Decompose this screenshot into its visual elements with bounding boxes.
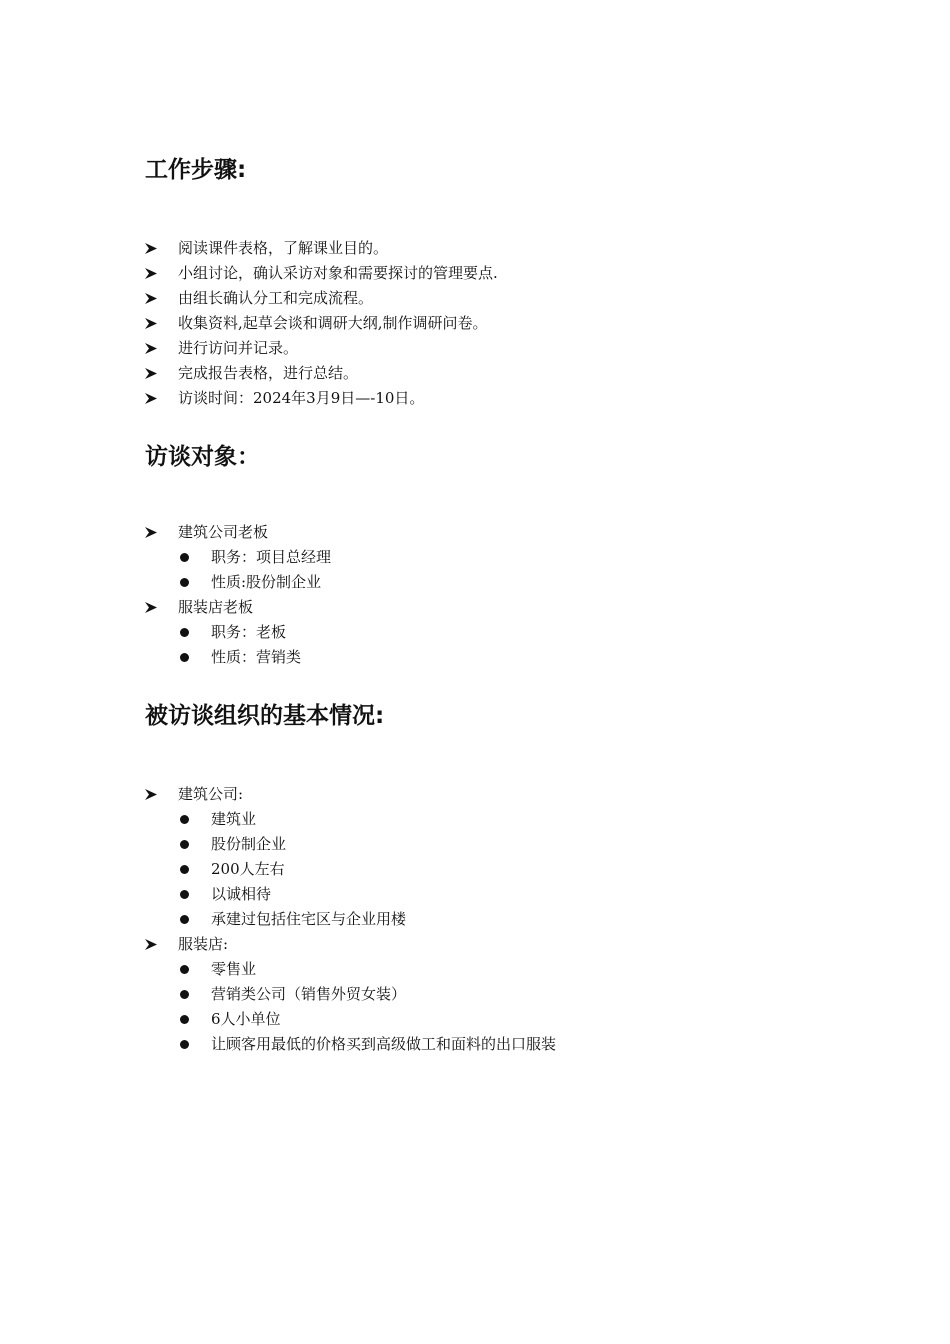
list-item-text: 股份制企业 bbox=[211, 835, 287, 853]
list-item-text: 进行访问并记录。 bbox=[178, 339, 299, 357]
section-heading-organizations: 被访谈组织的基本情况: bbox=[145, 703, 385, 729]
list-item-text: 让顾客用最低的价格买到高级做工和面料的出口服装 bbox=[211, 1035, 557, 1053]
list-item-text: 性质:股份制企业 bbox=[211, 573, 322, 591]
list-item-text: 承建过包括住宅区与企业用楼 bbox=[211, 910, 407, 928]
list-item-text: 建筑公司: bbox=[178, 785, 244, 803]
list-item-text: 服装店老板 bbox=[178, 598, 254, 616]
list-item-text: 6人小单位 bbox=[211, 1010, 281, 1028]
list-item-text: 完成报告表格，进行总结。 bbox=[178, 364, 359, 382]
list-item-text: 建筑公司老板 bbox=[178, 523, 269, 541]
list-item-text: 职务：老板 bbox=[211, 623, 287, 641]
list-item-text: 以诚相待 bbox=[211, 885, 272, 903]
list-item-text: 性质：营销类 bbox=[211, 648, 302, 666]
arrow-bullet-icon bbox=[145, 368, 157, 379]
section-heading-steps: 工作步骤: bbox=[145, 157, 247, 183]
list-item-text: 建筑业 bbox=[211, 810, 257, 828]
arrow-bullet-icon bbox=[145, 343, 157, 354]
dot-bullet-icon bbox=[180, 840, 189, 849]
list-item-text: 由组长确认分工和完成流程。 bbox=[178, 289, 374, 307]
list-item-text: 零售业 bbox=[211, 960, 257, 978]
arrow-bullet-icon bbox=[145, 789, 157, 800]
dot-bullet-icon bbox=[180, 553, 189, 562]
list-item-text: 200人左右 bbox=[211, 860, 285, 878]
list-item-text: 服装店: bbox=[178, 935, 229, 953]
dot-bullet-icon bbox=[180, 965, 189, 974]
dot-bullet-icon bbox=[180, 990, 189, 999]
arrow-bullet-icon bbox=[145, 243, 157, 254]
dot-bullet-icon bbox=[180, 865, 189, 874]
list-item-text: 阅读课件表格，了解课业目的。 bbox=[178, 239, 389, 257]
dot-bullet-icon bbox=[180, 653, 189, 662]
list-item-text: 小组讨论，确认采访对象和需要探讨的管理要点. bbox=[178, 264, 498, 282]
dot-bullet-icon bbox=[180, 1015, 189, 1024]
arrow-bullet-icon bbox=[145, 268, 157, 279]
list-item-text: 访谈时间：2024年3月9日—-10日。 bbox=[178, 389, 425, 407]
dot-bullet-icon bbox=[180, 915, 189, 924]
dot-bullet-icon bbox=[180, 890, 189, 899]
list-item-text: 营销类公司（销售外贸女装） bbox=[211, 985, 407, 1003]
list-item-text: 收集资料,起草会谈和调研大纲,制作调研问卷。 bbox=[178, 314, 488, 332]
dot-bullet-icon bbox=[180, 1040, 189, 1049]
list-item-text: 职务：项目总经理 bbox=[211, 548, 332, 566]
dot-bullet-icon bbox=[180, 578, 189, 587]
arrow-bullet-icon bbox=[145, 939, 157, 950]
dot-bullet-icon bbox=[180, 815, 189, 824]
arrow-bullet-icon bbox=[145, 393, 157, 404]
section-heading-interviewees: 访谈对象： bbox=[145, 444, 260, 470]
arrow-bullet-icon bbox=[145, 293, 157, 304]
arrow-bullet-icon bbox=[145, 602, 157, 613]
arrow-bullet-icon bbox=[145, 527, 157, 538]
dot-bullet-icon bbox=[180, 628, 189, 637]
arrow-bullet-icon bbox=[145, 318, 157, 329]
